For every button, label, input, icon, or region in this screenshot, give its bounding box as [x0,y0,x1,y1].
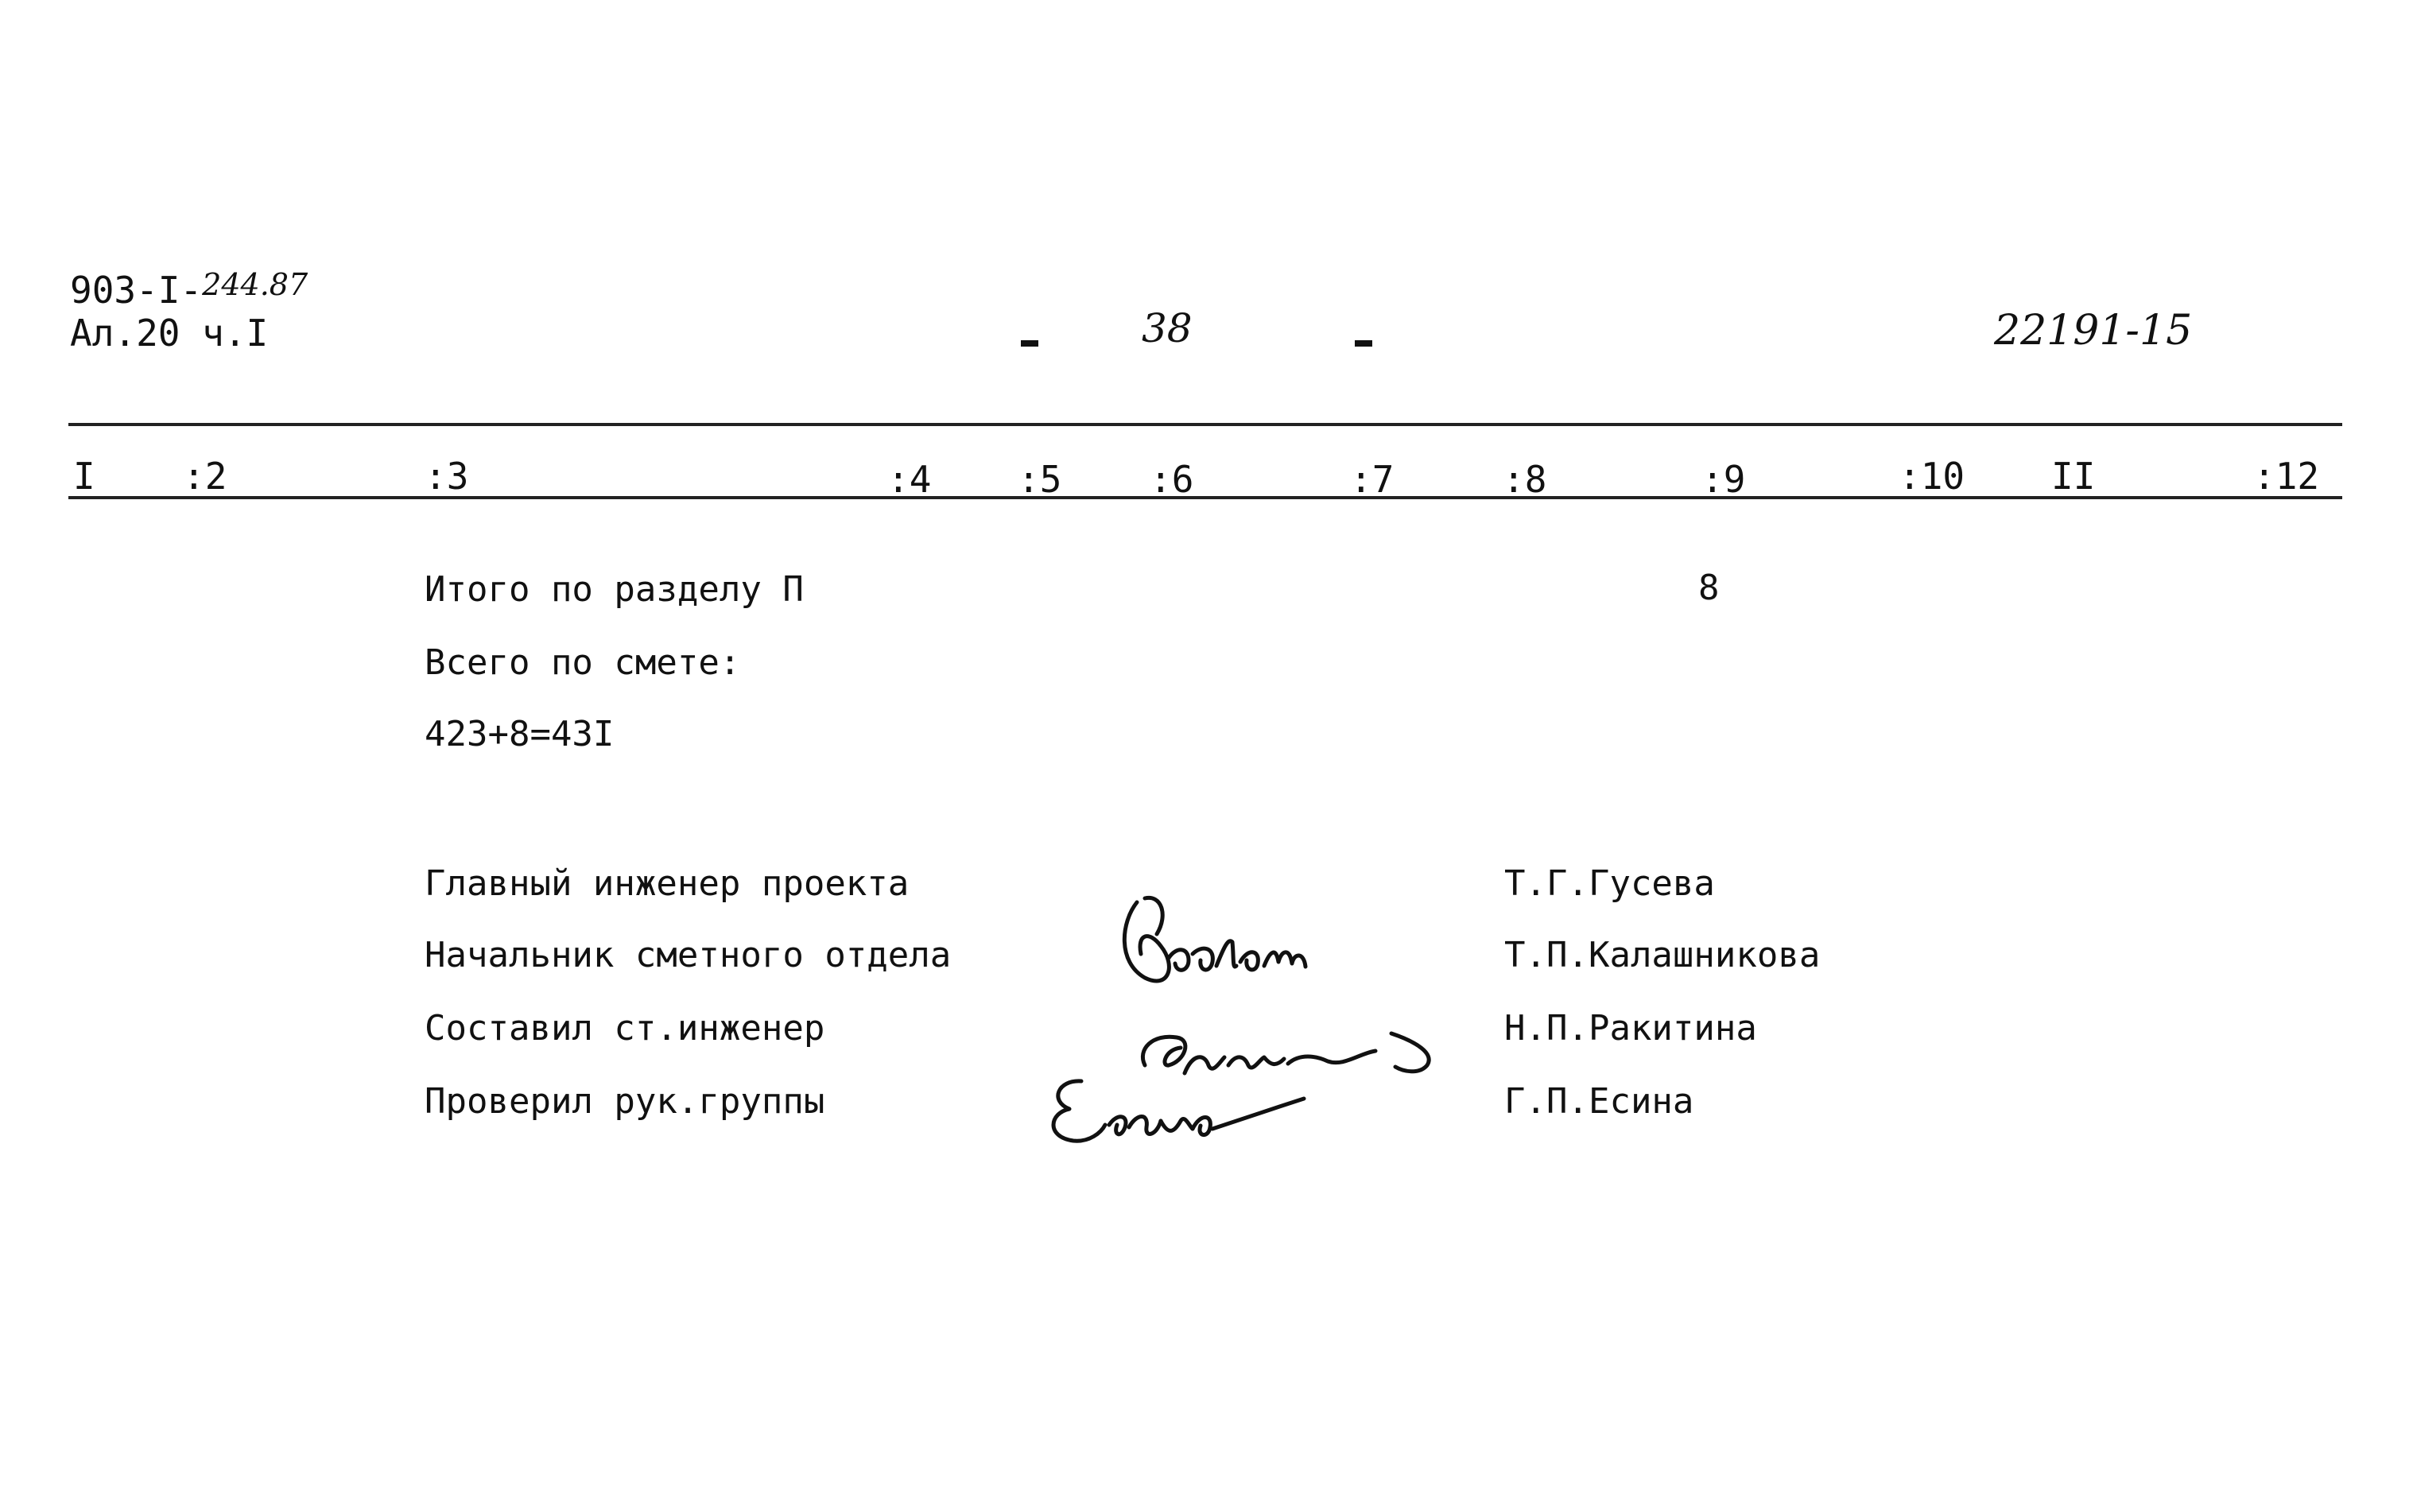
document-code [70,269,308,312]
estimate-total-formula: 423+8=43I [425,714,615,754]
table-header-bottom-rule [68,496,2342,499]
estimate-total-label: Всего по смете: [425,642,741,683]
signature-role-compiler: Составил ст.инженер [425,1008,825,1049]
page-number-dash-right [1355,340,1372,347]
section-total-value: 8 [1698,568,1720,608]
signature-role-chief-engineer: Главный инженер проекта [425,863,910,904]
column-number-5: :5 [1018,458,1062,501]
column-number-8: :8 [1503,458,1547,501]
column-number-6: :6 [1150,458,1194,501]
handwritten-signature-3 [1042,1065,1312,1153]
column-number-2: :2 [183,455,227,498]
column-number-7: :7 [1350,458,1395,501]
column-number-4: :4 [887,458,932,501]
column-number-9: :9 [1701,458,1746,501]
table-top-rule [68,423,2342,426]
column-number-12: :12 [2253,455,2320,498]
column-number-1: I [73,455,95,498]
signature-name-esina: Г.П.Есина [1504,1081,1694,1122]
album-line: Ал.20 ч.I [70,312,269,355]
document-code-typed: 903-I- [70,269,203,312]
column-number-10: :10 [1899,455,1965,498]
document-code-handwritten: 244.87 [202,267,308,302]
handwritten-signature-1 [1113,890,1352,1002]
section-total-label: Итого по разделу П [425,569,804,610]
column-number-3: :3 [425,455,469,498]
signature-role-checker: Проверил рук.группы [425,1081,825,1122]
page-number: 38 [1142,305,1193,351]
signature-name-rakitina: Н.П.Ракитина [1504,1008,1757,1049]
signature-name-gusyeva: Т.Г.Гусева [1504,863,1715,904]
inventory-number: 22191-15 [1994,307,2193,355]
page-number-dash-left [1021,340,1038,347]
signature-role-estimate-head: Начальник сметного отдела [425,935,952,975]
column-number-11: II [2051,455,2096,498]
signature-name-kalashnikova: Т.П.Калашникова [1504,935,1821,975]
